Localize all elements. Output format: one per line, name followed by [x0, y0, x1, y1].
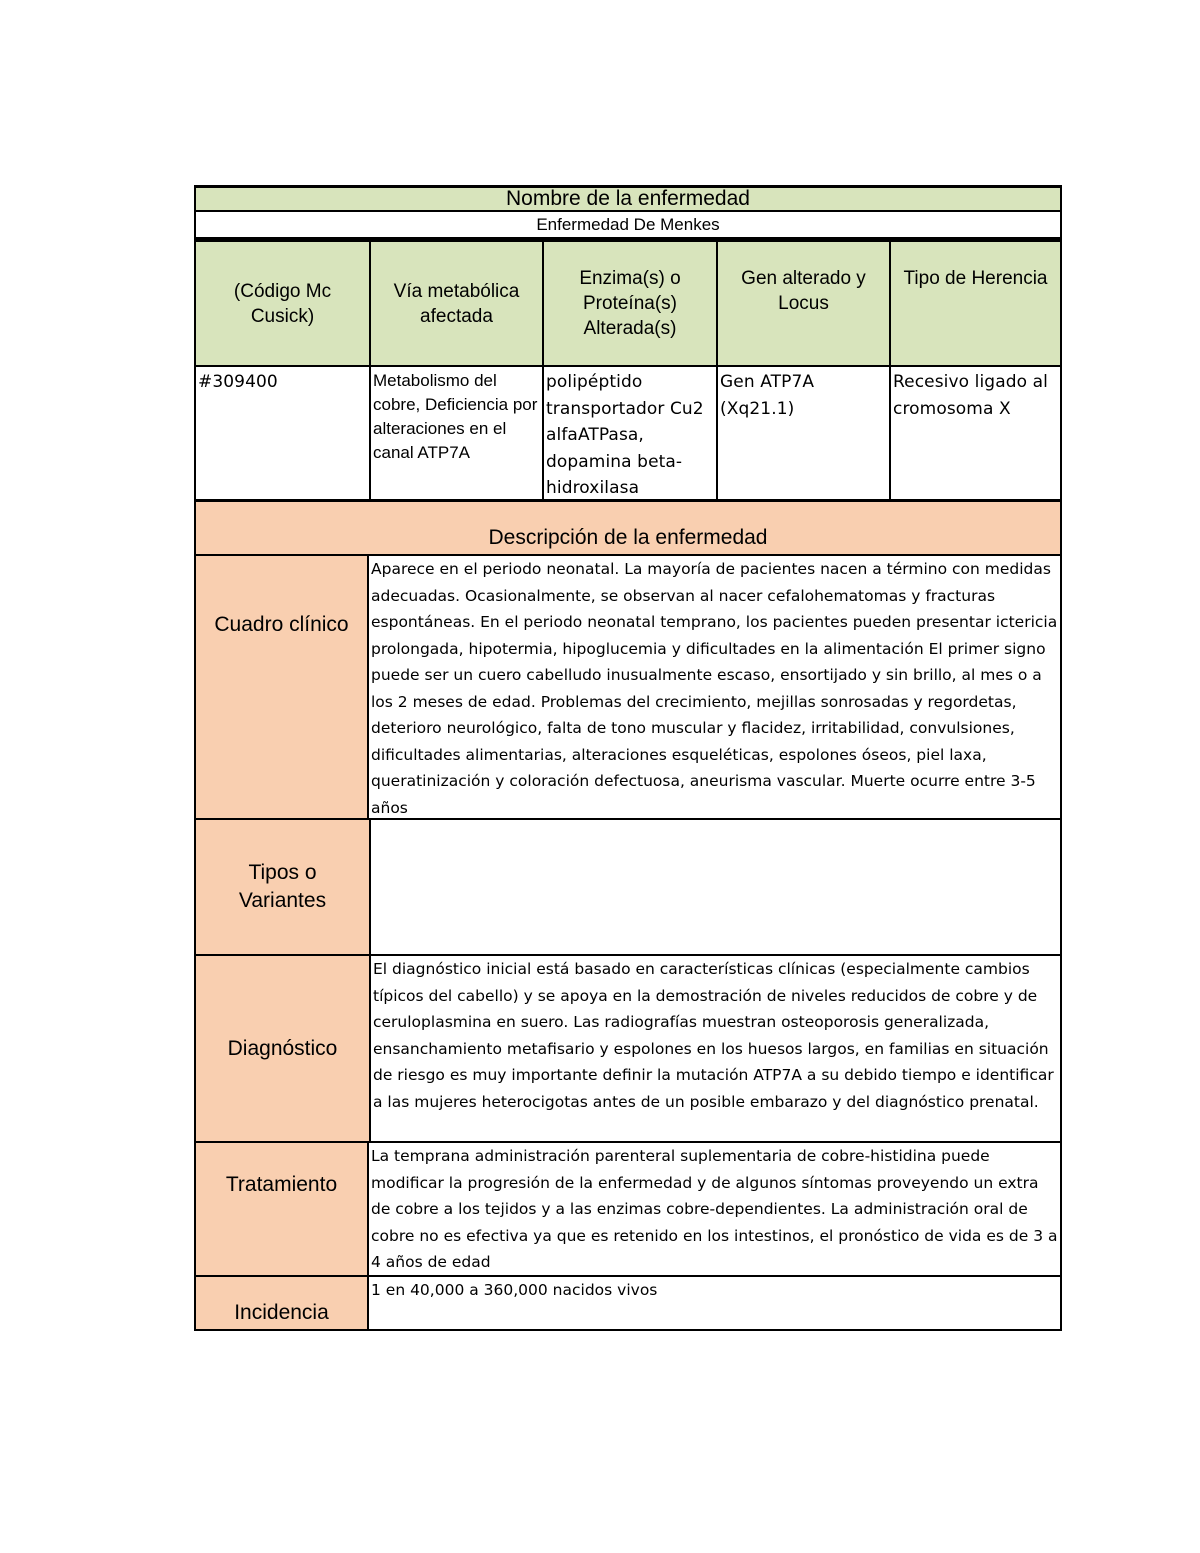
- section-label: Cuadro clínico: [196, 556, 369, 818]
- section-label: [196, 820, 371, 954]
- header-gene-locus: [716, 242, 889, 365]
- inheritance-cell: Recesivo ligado al cromosoma X: [889, 367, 1060, 499]
- header-metabolic-pathway: [369, 242, 542, 365]
- section-cuadro-clinico: [194, 556, 1062, 820]
- section-text: Aparece en el periodo neonatal. La mayoría de pacientes nacen a término con medidas adecuadas. Ocasionalmente, se observan al nacer cefalohematomas y fracturas espontáneas. En el periodo neonatal temprano, los pacientes pueden presentar ictericia prolongada, hipotermia, hipoglucemia y dificultades en la alimentación El primer signo puede ser un cuero cabelludo inusualmente escaso, ensortijado y sin brillo, al mes o a los 2 meses de edad. Problemas del crecimiento, mejillas sonrosadas y regordetas, deterioro neurológico, falta de tono muscular y flacidez, irritabilidad, convulsiones, dificultades alimentarias, alteraciones esqueléticas, espolones óseos, piel laxa, queratinización y coloración defectuosa, aneurisma vascular. Muerte ocurre entre 3-5 años: [371, 560, 1058, 817]
- header-metabolic-pathway-label: Vía metabólica afectada: [393, 280, 520, 327]
- gene-cell: Gen ATP7A (Xq21.1): [716, 367, 889, 499]
- header-inheritance: [889, 242, 1060, 365]
- sheet-title: [194, 185, 1062, 212]
- header-mckusick-code: [196, 242, 369, 365]
- section-diagnostico: [194, 956, 1062, 1143]
- header-mckusick-code-label: (Código Mc Cusick): [233, 280, 332, 327]
- code-cell: #309400: [198, 372, 278, 392]
- enzyme-cell: polipéptido transportador Cu2 alfaATPasa, dopamina beta-hidroxilasa: [542, 367, 716, 499]
- section-text: La temprana administración parenteral suplementaria de cobre-histidina puede modificar la progresión de la enfermedad y de algunos síntomas proveyendo un extra de cobre a los tejidos y a las enzimas cobre-dependientes. La administración oral de cobre no es efectiva ya que es retenido en los intestinos, el pronóstico de vida es de 3 a 4 años de edad: [371, 1147, 1058, 1271]
- section-text: El diagnóstico inicial está basado en características clínicas (especialmente cambios típicos del cabello) y se apoya en la demostración de niveles reducidos de cobre y de ceruloplasmina en suero. Las radiografías muestran osteoporosis generalizada, ensanchamiento metafisario y espolones en los huesos largos, en familias en situación de riesgo es muy importante definir la mutación ATP7A a su debido tiempo e identificar a las mujeres heterocigotas antes de un posible embarazo y del diagnóstico prenatal.: [373, 960, 1054, 1111]
- column-header-row: [194, 242, 1062, 367]
- disease-sheet: [194, 185, 1062, 1331]
- disease-name-row: [194, 212, 1062, 242]
- section-label: Diagnóstico: [196, 956, 371, 1141]
- sheet-title-text: Nombre de la enfermedad: [506, 187, 750, 210]
- section-tipos-variantes: [194, 820, 1062, 956]
- section-label: Incidencia: [196, 1277, 369, 1329]
- section-text: [371, 820, 1060, 954]
- description-title-text: Descripción de la enfermedad: [488, 526, 768, 549]
- description-title: [194, 502, 1062, 556]
- section-text: 1 en 40,000 a 360,000 nacidos vivos: [371, 1281, 658, 1299]
- header-inheritance-label: Tipo de Herencia: [903, 268, 1048, 289]
- section-incidencia: [194, 1277, 1062, 1331]
- header-enzyme-label: Enzima(s) o Proteína(s) Alterada(s): [579, 268, 681, 339]
- section-tratamiento: [194, 1143, 1062, 1277]
- data-row: [194, 367, 1062, 502]
- disease-name: Enfermedad De Menkes: [536, 214, 720, 234]
- header-enzyme: [542, 242, 716, 365]
- section-label-text: Tipos o Variantes: [238, 861, 327, 912]
- section-label: Tratamiento: [196, 1143, 369, 1275]
- header-gene-locus-label: Gen alterado y Locus: [741, 268, 866, 314]
- pathway-cell: Metabolismo del cobre, Deficiencia por alteraciones en el canal ATP7A: [369, 367, 542, 499]
